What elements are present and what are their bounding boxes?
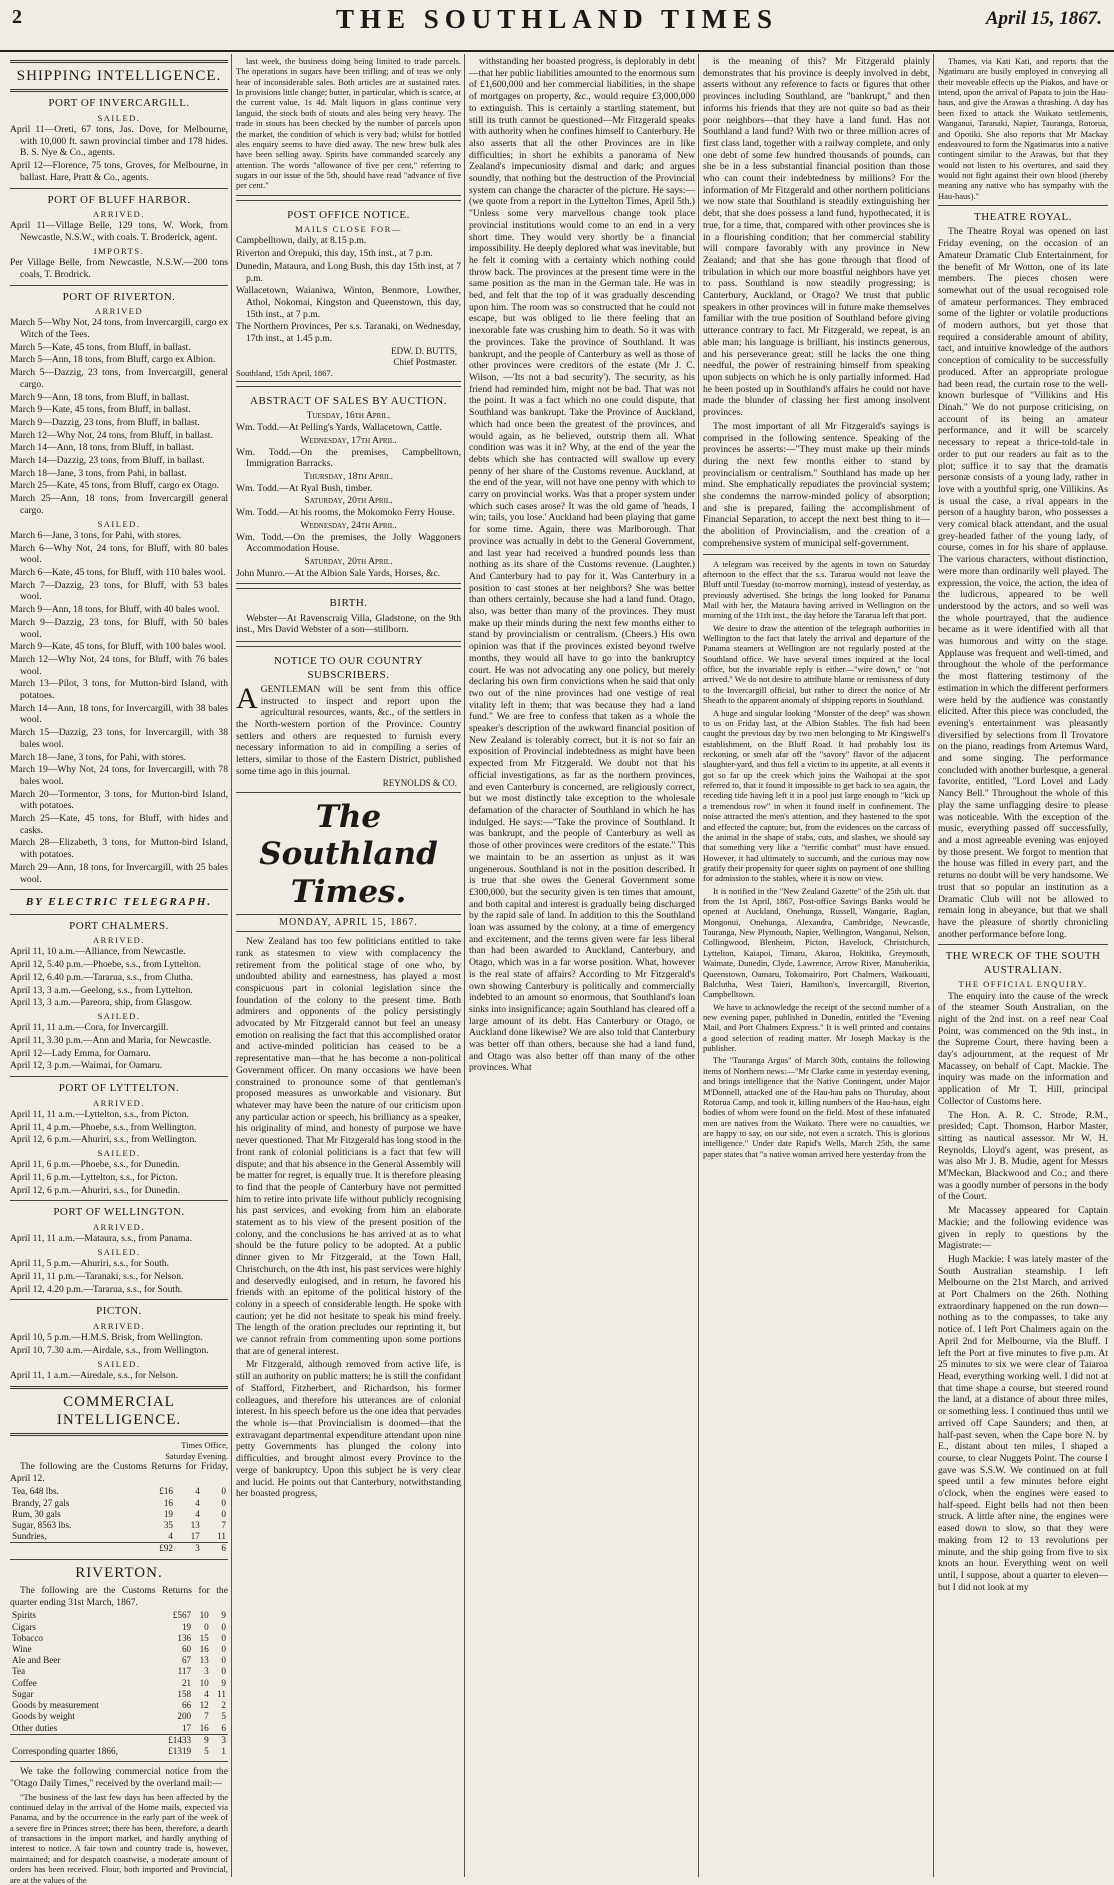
customs-amount: 4 <box>195 1497 200 1508</box>
customs-row <box>10 1509 228 1520</box>
wreck-heading: THE WRECK OF THE SOUTH AUSTRALIAN. <box>945 950 1101 976</box>
shipping-entry: March 18—Jane, 3 tons, from Pahi, in ballast. <box>10 467 187 479</box>
shipping-entry: April 12—Florence, 75 tons, Groves, for Melbourne, in ballast. Hare, Pratt & Co., agents. <box>10 160 228 183</box>
shipping-entry: March 5—Dazzig, 23 tons, from Invercargill, general cargo. <box>10 367 228 390</box>
shipping-entry: March 7—Dazzig, 23 tons, for Bluff, with 53 bales wool. <box>10 579 228 603</box>
postmaster-name: EDW. D. BUTTS, <box>391 345 457 356</box>
customs-amount: 0 <box>221 1632 226 1643</box>
chalmers-arrivals <box>10 946 228 1009</box>
customs-amount: 17 <box>190 1531 200 1542</box>
customs-amount: 0 <box>221 1621 226 1632</box>
divider <box>236 195 461 196</box>
editorial-paragraph: withstanding her boasted progress, is deplorably in debt—that her public liabilities amounted to the enormous sum of £1,600,000 and her commercial liabilities, in the shape of mortgages on property, &c., would require £3,000,000 to extinguish. This is certainly a startling statement, but still its truth cannot be questioned—Mr Fitzgerald speaks with authority when he confines himself to Canterbury. He also asserts that all the other Provinces are in like difficulties; in short he exhibits a panorama of New Zealand's impecuniosity dismal and dark; and argues soundly, that nothing but the destruction of the Provincial system can change the character of the picture. He says:—(we quote from a report in the Lyttelton Times, April 5th.) "Unless some very marvellous change took place provincial institutions would come to an end in a very short time. They would very shortly be a financial impossibility. He deeply deplored what was inevitable, but he felt it coming with a certainty which nothing could throw back. The provinces at the present time were in the same position as the man in the German tale. He was in bed, and felt that the top of it was gradually descending upon him. The room was so constructed that he could not escape, but was obliged to lie there feeling that an inexorable fate was crushing him to death. So it was with the provinces. Take the province of Southland. It was bankrupt, and the people of Canterbury as well as those of other provinces were creditors of the estate (Mr J. C. Wilson, —'Its not a bad security'). The security, as his friend had reminded him, might not be bad. That was not the point. It was a fact which no one could dispute, that Southland was bankrupt. Take the Province of Auckland, which had once been the greatest of the provinces, and would again, as he believed, outstrip them all. What condition was was it in? Why, at the end of the year the debts which she has contracted will swallow up every penny of her share of the Customs revenue. Auckland, at the end of the year, will not have one penny with which to carry on provincial works. Was that a proper system under which such cases arose? It was the old game of 'heads, I win; tails, you lose.' Auckland had been playing that game for some time. Again, there was Marlborough. That province was actually in debt to the General Government, and last year had received a hundred pounds less than nothing as its share of the Customs revenue. (Laughter.) And Canterbury had to pay for it. Was Canterbury in a position to cast stones at her neighbors? She was better than others certainly, because she had a land fund. Otago, also, was better than many of the provinces. They must make up their minds during the next few months either to stand by provincialism or centralism. (Cheers.) His own opinion was that if the provinces existed beyond twelve months, they would all have to go into the bankruptcy court. He was not advocating any one policy, but merely declaring his own firm convictions when he said that only two out of the nine provinces had one vestige of real vitality left in them; that was because they had a land fund." We are free to confess that taken as a whole the speaker's description of the awkward financial position of New Zealand is tolerably correct, but it is not so fair an exposition of Provincial indebtedness as might have been expected from Mr Fitzgerald. We doubt not that his official investigations, as far as the northern provinces, and even Canterbury is concerned, are religiously correct, but we most distinctly take exception to the wholesale defamation of the character of Southland in which he has indulged. He says:—"Take the province of Southland. It was bankrupt, and the people of Canterbury as well as those of other provinces were creditors of the estate." This we maintain to be an assertion as unjust as it was ungenerous. Southland is not in the position described. It is true that she owes the General Government some £300,000, but the security given is ten times that amount, and both capital and interest is gradually being discharged by the rapid sale of land. In addition to this the Southland loan was assumed by the colony, at a time of emergency and excitement, and the terms given were far less liberal than had been awarded to Auckland, Canterbury, and Otago, which was in a far worse position. What, however is the real state of affairs? According to Mr Fitzgerald's own showing Canterbury is politically and commercially indebted to an amount so enormous, that Southland's loan sinks into insignificance; again Southland has cleared off a large amount of its debt. Has Canterbury or Otago, or Auckland done likewise? We are also told that Canterbury was better off than others, because she had a land fund, and Otago was also better off than many of the other provinces. What <box>469 56 695 1074</box>
customs-total: 6 <box>202 1543 228 1555</box>
divider <box>10 914 228 915</box>
birth-notice <box>236 588 461 642</box>
customs-amount: 4 <box>168 1531 174 1542</box>
shipping-entry: April 13, 3 a.m.—Pareora, ship, from Glasgow. <box>10 997 193 1009</box>
mails-close-label: MAILS CLOSE FOR— <box>295 224 402 235</box>
arrived-label: ARRIVED. <box>93 935 145 946</box>
spacer <box>10 1734 157 1746</box>
drop-cap: A <box>236 681 258 715</box>
customs-amount: 158 <box>177 1688 192 1699</box>
shipping-entry: March 20—Tormentor, 3 tons, for Mutton-bird Island, with potatoes. <box>10 788 228 812</box>
divider <box>938 944 1108 945</box>
shipping-entry: Per Village Belle, from Newcastle, N.S.W.—200 tons coals, T. Brodrick. <box>10 257 228 280</box>
notice-date: Southland, 15th April, 1867. <box>236 367 333 378</box>
customs-total-row <box>10 1734 228 1746</box>
shipping-entry: March 5—Why Not, 24 tons, from Invercargill, cargo ex Witch of the Tees. <box>10 317 228 340</box>
corresponding-amount: £1319 <box>168 1746 192 1757</box>
customs-amount: 10 <box>199 1677 209 1688</box>
customs-amount: 66 <box>181 1700 192 1711</box>
shipping-entry: March 28—Elizabeth, 3 tons, for Mutton-bird Island, with potatoes. <box>10 837 228 861</box>
shipping-entry: April 11, 1 a.m.—Airedale, s.s., for Nelson. <box>10 1369 179 1381</box>
column-3 <box>469 56 695 1873</box>
column-4 <box>703 56 930 1873</box>
country-subscribers-notice <box>236 646 461 792</box>
customs-amount: 7 <box>204 1711 209 1722</box>
sailed-label: SAILED. <box>97 518 141 529</box>
lyttelton-arrivals <box>10 1109 228 1146</box>
customs-amount: 136 <box>177 1632 192 1643</box>
shipping-entry: March 6—Why Not, 24 tons, for Bluff, with 80 bales wool. <box>10 542 228 566</box>
arrived-label: ARRIVED. <box>93 1320 145 1331</box>
riverton-customs-intro: The following are the Customs Returns for the quarter ending 31st March, 1867. <box>10 1584 228 1608</box>
picton-arrivals <box>10 1332 228 1356</box>
telegraph-heading: BY ELECTRIC TELEGRAPH. <box>25 896 213 909</box>
shipping-entry: April 12, 5.40 p.m.—Phoebe, s.s., from Lyttelton. <box>10 959 202 971</box>
customs-amount: 67 <box>181 1655 192 1666</box>
wreck-paragraph: The enquiry into the cause of the wreck of the steamer South Australian, on the night of the 2nd inst. on a reef near Coal Point, was commenced on the 9th inst., in the Supreme Court, there having been a day's adjournment, at the request of Mr Macassey, on behalf of Capt. Mackie. The inquiry was made on the information and application of Mr T. Hill, principal Collector of Customs here. <box>938 990 1108 1107</box>
customs-row <box>10 1531 228 1543</box>
commercial-heading: COMMERCIAL INTELLIGENCE. <box>56 1393 182 1428</box>
customs-amount: 0 <box>221 1497 226 1508</box>
shipping-entry: April 11, 4 p.m.—Phoebe, s.s., from Wellington. <box>10 1121 197 1133</box>
column-rule <box>231 54 232 1877</box>
customs-item: Sundries, <box>12 1531 47 1542</box>
customs-amount: 117 <box>177 1666 192 1677</box>
customs-amount: 16 <box>163 1497 174 1508</box>
sailed-label: SAILED. <box>97 1148 141 1159</box>
sailed-label: SAILED. <box>97 1010 141 1021</box>
divider <box>10 889 228 890</box>
mail-schedule-line: Dunedin, Mataura, and Long Bush, this day 15th inst, at 7 p.m. <box>236 260 461 284</box>
customs-row <box>10 1520 228 1531</box>
divider <box>10 1386 228 1389</box>
customs-amount: 12 <box>199 1700 209 1711</box>
customs-amount: 15 <box>199 1632 209 1643</box>
corresponding-amount: 1 <box>221 1746 226 1757</box>
column-1 <box>10 56 228 1885</box>
shipping-entry: March 14—Ann, 18 tons, for Invercargill, with 38 bales wool. <box>10 702 228 726</box>
customs-item: Rum, 30 gals <box>12 1508 61 1519</box>
postmaster-title: Chief Postmaster. <box>393 356 457 367</box>
auction-abstract <box>236 386 461 584</box>
auction-entry: Wm. Todd.—On the premises, Campbelltown, Immigration Barracks. <box>236 446 461 470</box>
customs-amount: 35 <box>163 1520 174 1531</box>
wreck-subheading: THE OFFICIAL ENQUIRY. <box>958 979 1088 990</box>
shipping-entry: March 25—Ann, 18 tons, from Invercargill general cargo. <box>10 493 228 516</box>
port-picton-heading: PICTON. <box>96 1305 142 1318</box>
shipping-entry: April 10, 7.30 a.m.—Airdale, s.s., from Wellington. <box>10 1344 209 1356</box>
corresponding-amount: 5 <box>204 1746 209 1757</box>
shipping-entry: April 11, 11 a.m.—Cora, for Invercargill. <box>10 1022 169 1034</box>
editorial-paragraph: New Zealand has too few politicians entitled to take rank as statesmen to view with complacency the retirement from the political stage of one who, by undoubted ability and earnestness, has played a most conspicuous part in colonial legislation since the foundation of the colony to the present time. Both admirers and opponents of the policy persistingly advocated by Mr Fitzgerald cannot but feel an uneasy emotion on realising the fact that this accomplished orator and active-minded politician has ceased to be a representative man—that he has become a non-political Government officer. On many occasions we have been constrained to pronounce some of that gentleman's proposed measures as unworkable and visionary. But whatever may have been the nature of our criticism upon any particular action or speech, his brilliancy as a speaker, his originality of mind, and honesty of purpose we have never questioned. That Mr Fitzgerald has long stood in the front rank of colonial politicians is a fact that few will dispute; and that his absence in the General Assembly will be matter for regret, is equally true. It is therefore pleasing to find that the people of Canterbury have not permitted him to retire into private life without publicly recognising his past services, and evoking from him an elaborate statement as to his view of the present position of the colony, and the conclusions he has arrived at as to what should be the future policy to be adopted. At a public dinner given to Mr Fitzgerald, at the Town Hall, Christchurch, on the 4th inst, his past services were highly and deservedly eulogised, and in return, he favored his friends with an epitome of the political history of the colony in a speech of considerable length. He spoke with caution; yet he did not hesitate to speak his mind freely. The length of the oration precludes our reprinting it, but we cannot refrain from commenting upon some portions that are of general interest. <box>236 936 461 1357</box>
customs-item: Tea <box>12 1666 26 1677</box>
corresponding-label: Corresponding quarter 1866, <box>12 1746 118 1757</box>
riverton-departures <box>10 530 228 885</box>
country-notice-text: GENTLEMAN will be sent from this office instructed to inspect and report upon the agricultural resources, wants, &c., of the settlers in the North-western portion of the Province. Country settlers and others are requested to furnish every necessary information to aid in compiling a series of letters, similar to those of the Eastern District, published some time ago in this journal. <box>236 683 461 777</box>
mail-schedule-line: Campbelltown, daily, at 8.15 p.m. <box>236 235 367 247</box>
customs-item: Sugar <box>12 1688 34 1699</box>
shipping-entry: March 25—Kate, 45 tons, from Bluff, cargo ex Otago. <box>10 480 220 492</box>
shipping-entry: April 11, 6 p.m.—Lyttelton, s.s., for Picton. <box>10 1172 178 1184</box>
customs-item: Cigars <box>12 1621 36 1632</box>
port-riverton-heading: PORT OF RIVERTON. <box>62 290 176 303</box>
imports-label: IMPORTS. <box>93 245 145 256</box>
customs-item: Wine <box>12 1644 32 1655</box>
riverton-arrivals <box>10 317 228 516</box>
shipping-entry: April 11, 11 a.m.—Mataura, s.s., from Panama. <box>10 1233 193 1245</box>
customs-item: Goods by measurement <box>12 1700 99 1711</box>
customs-row <box>10 1610 228 1621</box>
customs-amount: 7 <box>221 1520 226 1531</box>
customs-amount: 0 <box>221 1508 226 1519</box>
arrived-label: ARRIVED. <box>93 1221 145 1232</box>
auction-day: Saturday, 20th April. <box>304 555 393 567</box>
customs-amount: 19 <box>163 1508 174 1519</box>
customs-total: 3 <box>175 1543 202 1555</box>
sailed-label: SAILED. <box>97 1358 141 1369</box>
customs-row <box>10 1486 228 1497</box>
editorial-paragraph: Mr Fitzgerald, although removed from active life, is still an authority on public matters; he is still the confidant of Stafford, Fitzherbert, and Richardson, his former colleagues, and therefore his utterances are of colonial interest. In his speech before us the one idea that pervades the whole is—that Provincialism is doomed—that the extravagant departmental expenditure attendant upon nine petty Governments has plunged the colony into difficulties, and brought almost every Province to the verge of bankruptcy. Upon this subject he is very clear and lucid. He points out that Canterbury, notwithstanding her boasted progress, <box>236 1359 461 1500</box>
mail-schedule-line: Wallacetown, Waianiwa, Winton, Benmore, Lowther, Athol, Nokomai, Kingston and Queenstown, this day, 15th inst., at 7 p.m. <box>236 285 461 320</box>
customs-row <box>10 1711 228 1722</box>
wreck-paragraph: Mr Macassey appeared for Captain Mackie; and the following evidence was given in reply to questions by the Magistrate:— <box>938 1205 1108 1252</box>
mail-schedule-line: Riverton and Orepuki, this day, 15th inst., at 7 p.m. <box>236 248 433 260</box>
divider <box>10 60 228 63</box>
divider <box>10 1559 228 1560</box>
customs-item: Tobacco <box>12 1632 43 1643</box>
divider <box>10 285 228 286</box>
shipping-entry: March 6—Kate, 45 tons, for Bluff, with 110 bales wool. <box>10 567 226 578</box>
theatre-review: The Theatre Royal was opened on last Friday evening, on the occasion of an Amateur Dramatic Club Entertainment, for the benefit of Mr Wotton, one of its late members. The pieces chosen were somewhat out of the usual recognised role of amateur performances. They embraced some of the lighter or volatile productions of modern authors, but yet those that required a considerable amount of ability, tact, and intuitive knowledge of the authors conception of comicality to be successfully produced. After an appropriate prologue had been read, the curtain rose to the well-known burlesque of "Villikins and His Dinah." We do not purpose criticising, on account of its being an amateur performance, and it will be scarcely necessary to repeat a thrice-told-tale in order to put our readers au fait as to the plot; suffice it to say that the dramatis personæ consists of a young lady, rather in love with a youthful sprig, one Villikins. As is usual the case, a rival appears in the person of a haughty baron, who possesses a very comical black attendant, and the usual grey-headed father of the young lady, of course, comes in for his share of applause. The various characters, without distinction, were more than ordinarily well played. The expression, the voice, the action, the idea of the ludicrous, appeared to be well understood by the actors, and so well was the whole pourtrayed, that the audience became as it were identified with all that was humorous and witty on the stage. Applause was frequent and well-timed, and throughout the whole of the performance the most flattering testimony of the estimation in which the different performers were held by the audience was constantly elicited. After this piece was concluded, the evening's entertainment was pleasantly diversified by selections from Il Trovatore on the piano, readings from Artemus Ward, and some singing. The performance concluded with another burlesque, a general favorite, entitled, "Lord Lovel and Lady Nancy Bell." Throughout the whole of this play the same unflagging desire to please was noticeable. With the exception of the music, everything passed off successfully, and a most agreeable evening was enjoyed by those present. We forgot to mention that the house was filled in every part, and the returns no doubt will be very handsome. We trust that so popular an institution as a Dramatic Club will not be allowed to remain long in abeyance, but that we shall have the pleasure of shortly chronicling another performance before long. <box>938 226 1108 940</box>
customs-amount: 4 <box>195 1508 200 1519</box>
shipping-entry: April 11—Village Belle, 129 tons, W. Work, from Newcastle, N.S.W., with coals. T. Broderick, agent. <box>10 220 228 244</box>
dateline: MONDAY, APRIL 15, 1867. <box>236 914 461 932</box>
auction-day: Tuesday, 16th April. <box>306 410 391 422</box>
customs-amount: 9 <box>221 1677 226 1688</box>
shipping-entry: March 14—Ann, 18 tons, from Bluff, in ballast. <box>10 442 194 454</box>
auction-entry: Wm. Todd.—At Ryal Bush, timber. <box>236 482 373 494</box>
customs-row <box>10 1689 228 1700</box>
wellington-arrivals <box>10 1233 228 1245</box>
customs-amount: 4 <box>195 1486 200 1497</box>
customs-amount: 0 <box>204 1621 209 1632</box>
shipping-entry: March 9—Dazzig, 23 tons, for Bluff, with 50 bales wool. <box>10 616 228 640</box>
customs-intro: The following are the Customs Returns for Friday, April 12. <box>10 1460 228 1484</box>
masthead: The Southland Times. <box>259 798 438 911</box>
riverton-customs-heading: RIVERTON. <box>75 1564 163 1581</box>
news-continued: Thames, via Kati Kati, and reports that the Ngatimaru are busily employed in conveying all their moveable effects up the Piakos, and have or intend, upon the arrival of Papata to join the Hau-haus, and give the Arawas a thrashing. A day has been fixed to attack the Waikato settlements, Wanganui, Taranaki, Napier, Tauranga, Rotorua, and Opotiki. She also reports that Mr Mackay endeavoured to form the Ngatimarus into a native contingent similar to the Arawas, but that they would not listen to his overtures, and said they would not fight against their own blood (thereby meaning any native who has sympathy with the Hau-haus)." <box>938 56 1108 201</box>
customs-amount: 10 <box>199 1610 209 1621</box>
news-paragraph: A telegram was received by the agents in town on Saturday afternoon to the effect that the s.s. Tararua would not leave the Bluff until Tuesday (to-morrow morning), instead of yesterday, as previously advertised. She brings the long looked for Panama Mail with her, the Mataura having arrived in Wellington on the morning of the 11th inst., the day before the Tararua left that port. <box>703 558 930 621</box>
shipping-entry: March 13—Pilot, 3 tons, for Mutton-bird Island, with potatoes. <box>10 678 228 702</box>
shipping-entry: March 12—Why Not, 24 tons, for Bluff, with 76 bales wool. <box>10 653 228 677</box>
auction-day: Wednesday, 24th April. <box>300 519 397 531</box>
theatre-heading: THEATRE ROYAL. <box>973 211 1073 224</box>
customs-row <box>10 1633 228 1644</box>
riverton-customs-table <box>10 1610 228 1757</box>
column-rule <box>933 54 934 1877</box>
arrived-label: ARRIVED. <box>93 1097 145 1108</box>
page-header <box>0 0 1114 52</box>
customs-item: Coffee <box>12 1677 37 1688</box>
customs-amount: 0 <box>221 1644 226 1655</box>
divider <box>10 1299 228 1300</box>
customs-amount: 11 <box>217 1688 226 1699</box>
customs-amount: 16 <box>199 1722 209 1733</box>
shipping-entry: April 12—Lady Emma, for Oamaru. <box>10 1047 151 1059</box>
arrived-label: ARRIVED <box>94 305 144 316</box>
customs-row <box>10 1666 228 1677</box>
customs-amount: 13 <box>190 1520 200 1531</box>
sailed-label: SAILED. <box>97 112 141 123</box>
customs-row <box>10 1622 228 1633</box>
arrived-label: ARRIVED. <box>93 208 145 219</box>
auction-heading: ABSTRACT OF SALES BY AUCTION. <box>250 395 447 408</box>
shipping-entry: April 13, 3 a.m.—Geelong, s.s., from Lyttelton. <box>10 984 193 996</box>
customs-table <box>10 1486 228 1554</box>
office-line: Times Office, <box>181 1440 228 1451</box>
office-line: Saturday Evening. <box>165 1450 228 1461</box>
post-office-heading: POST OFFICE NOTICE. <box>287 208 410 221</box>
auction-entry: Wm. Todd.—On the premises, the Jolly Waggoners Accommodation House. <box>236 531 461 555</box>
customs-amount: 9 <box>221 1610 226 1621</box>
spacer <box>10 1543 139 1555</box>
commercial-summary: "The business of the last few days has been affected by the continued delay in the arrival of the Home mails, expected via Panama, and by the occurrence in the early part of the week of a severe fire in Princes street; there has been, therefore, a dearth of transactions in the import market, and hardly anything of interest to notice. A fair town and country trade is, however, maintained; and for despatch coastwise, a moderate amount of orders has been received. Flour, both imported and Provincial, are at the values of the <box>10 1791 228 1885</box>
shipping-entry: March 5—Ann, 18 tons, from Bluff, cargo ex Albion. <box>10 354 216 366</box>
port-invercargill-heading: PORT OF INVERCARGILL. <box>48 97 190 110</box>
customs-item: Spirits <box>12 1610 36 1621</box>
chalmers-departures <box>10 1022 228 1072</box>
auction-day: Wednesday, 17th April. <box>300 434 397 446</box>
shipping-entry: April 12, 6 p.m.—Ahuriri, s.s., from Wellington. <box>10 1134 197 1146</box>
shipping-entry: April 11—Oreti, 67 tons, Jas. Dove, for Melbourne, with 10,000 ft. sawn provincial timber and 178 hides. B. S. Nye & Co., agents. <box>10 124 228 159</box>
commercial-continued: last week, the business doing being limited to trade parcels. The operations in sugars have been trifling; and of teas we only hear of inconsiderable sales. Both articles are at sustained rates. In provisions little change; butter, in particular, which is scarce, at the current value, 1s 4d. Malt liquors in glass continue very languid, the stock both of stouts and ales being very heavy. The trade in stouts has been checked by the number of parcels upon the market, the condition of which is very bad; whilst for bottled ales enquiry seems to have died away. The new brew bulk ales have been selling away. Spirits have commanded scarcely any attention. The words "allowance of five per cent," referring to sugars in our issue of the 5th, should have read "advance of five per cent." <box>236 56 461 191</box>
customs-row <box>10 1678 228 1689</box>
page-number: 2 <box>12 6 22 28</box>
shipping-entry: April 11, 5 p.m.—Ahuriri, s.s., for South. <box>10 1258 170 1270</box>
shipping-entry: March 9—Kate, 45 tons, from Bluff, in ballast. <box>10 404 191 416</box>
port-wellington-heading: PORT OF WELLINGTON. <box>53 1206 185 1219</box>
column-5 <box>938 56 1108 1873</box>
column-rule <box>464 54 465 1877</box>
customs-amount: 17 <box>181 1722 192 1733</box>
wreck-report <box>938 991 1108 1594</box>
shipping-entry: March 9—Ann, 18 tons, from Bluff, in ballast. <box>10 391 190 403</box>
auction-entry: Wm. Todd.—At his rooms, the Mokomoko Ferry House. <box>236 507 455 519</box>
divider <box>938 205 1108 206</box>
shipping-entry: April 12, 6.40 p.m.—Tararua, s.s., from Clutha. <box>10 971 193 983</box>
auction-day: Thursday, 18th April. <box>303 470 394 482</box>
customs-total: £92 <box>139 1543 175 1555</box>
shipping-entry: March 9—Kate, 45 tons, for Bluff, with 100 bales wool. <box>10 641 226 653</box>
customs-amount: £567 <box>172 1610 192 1621</box>
shipping-heading: SHIPPING INTELLIGENCE. <box>16 68 222 84</box>
shipping-entry: March 12—Why Not, 24 tons, from Bluff, in ballast. <box>10 429 213 441</box>
news-paragraph: It is notified in the "New Zealand Gazette" of the 25th ult. that from the 1st April, 1867, Post-office Savings Banks would be opened at Auckland, Onehunga, Russell, Wangarie, Raglan, Mongonui, Onehunga, Alexandra, Cambridge, Newcastle, Tauranga, New Plymouth, Napier, Wellington, Wanganui, Nelson, Collingwood, Blenheim, Picton, Havelock, Christchurch, Lyttelton, Kaiapoi, Timaru, Akaroa, Hokitika, Greymouth, Waimate, Dunedin, Clyde, Lawrence, Arrow River, Manuherikia, Queenstown, Oamaru, Tokomairiro, Port Chalmers, Waikouaiti, Balclutha, West Taieri, Hamilton's, Invercargill, Riverton, Campbelltown. <box>703 885 930 1000</box>
customs-amount: 3 <box>204 1666 209 1677</box>
sailed-label: SAILED. <box>97 1246 141 1257</box>
local-news <box>703 559 930 1159</box>
post-office-notice <box>236 200 461 382</box>
customs-total: 9 <box>193 1734 211 1746</box>
shipping-entry: April 11, 10 a.m.—Alliance, from Newcastle. <box>10 946 186 958</box>
customs-amount: 21 <box>181 1677 192 1688</box>
mail-schedule <box>236 235 461 344</box>
shipping-entry: April 11, 11 p.m.—Taranaki, s.s., for Nelson. <box>10 1271 184 1283</box>
customs-amount: 0 <box>221 1655 226 1666</box>
divider <box>10 1433 228 1436</box>
shipping-entry: April 11, 6 p.m.—Phoebe, s.s., for Dunedin. <box>10 1159 180 1171</box>
customs-row <box>10 1723 228 1735</box>
shipping-entry: March 18—Jane, 3 tons, for Pahi, with stores. <box>10 751 187 763</box>
customs-amount: 60 <box>181 1644 192 1655</box>
news-paragraph: A huge and singular looking "Monster of the deep" was shown to us on Friday last, at the Albion Stables. The fish had been caught the previous day by two men belonging to Mr Kingswell's establishment, on the Bluff Road. It had probably lost its reckoning, or smelt afar off the "savory" flavor of the adjacent slaughter-yard, and thus fell a victim to its appetite, at all events it got so far up the creek which joins the Waihopai at the spot referred to, that it found it impossible to get back to sea again, the receding tide having left it in a pool just large enough to "kick up a tremendous row" in when it found itself in confinement. The noise attracted the men's attention, and they hastened to the spot and effected the capture; but, from the evidences on the carcass of the animal in the shape of stabs, cuts, and slashes, we should say that something very like a "terrific combat" must have ensued. However, it had ultimately to succumb, and the curious may now gratify their propensity for queer sights on payment of one shilling for admission to the stables, where it is now on view. <box>703 707 930 884</box>
customs-amount: 19 <box>181 1621 192 1632</box>
customs-amount: 5 <box>221 1711 226 1722</box>
shipping-entry: March 29—Ann, 18 tons, for Invercargill, with 25 bales wool. <box>10 861 228 885</box>
picton-departures <box>10 1370 228 1382</box>
shipping-entry: April 12, 4.20 p.m.—Tararua, s.s., for South. <box>10 1283 183 1295</box>
auction-entry: Wm. Todd.—At Pelling's Yards, Wallacetown, Cattle. <box>236 422 442 434</box>
column-2 <box>236 56 461 1873</box>
divider <box>10 188 228 189</box>
customs-item: Brandy, 27 gals <box>12 1497 70 1508</box>
column-rule <box>698 54 699 1877</box>
customs-amount: 6 <box>221 1722 226 1733</box>
shipping-entry: March 9—Dazzig, 23 tons, from Bluff, in ballast. <box>10 416 200 428</box>
divider <box>10 1076 228 1077</box>
editorial-paragraph: The most important of all Mr Fitzgerald's sayings is comprised in the following sentence. Speaking of the provinces he asserts:—"They must make up their minds during the next few months either to stand by provincialism or centralism." Southland has made up her mind. She emphatically repudiates the provincial system; she condemns the narrow-minded policy of absorption; and she is prepared, failing the accomplishment of Financial Separation, to accept the next best thing to it—the abolition of Provincialism, and the creation of a comprehensive system of municipal self-government. <box>703 420 930 549</box>
port-lyttelton-heading: PORT OF LYTTELTON. <box>58 1082 180 1095</box>
mail-schedule-line: The Northern Provinces, Per s.s. Taranaki, on Wednesday, 17th inst., at 1.45 p.m. <box>236 321 461 345</box>
shipping-entry: March 19—Why Not, 24 tons, for Invercargill, with 78 bales wool. <box>10 764 228 787</box>
auction-list <box>236 410 461 579</box>
country-notice-heading: NOTICE TO OUR COUNTRY SUBSCRIBERS. <box>273 655 424 681</box>
auction-entry: John Munro.—At the Albion Sale Yards, Horses, &c. <box>236 567 441 579</box>
shipping-entry: March 6—Jane, 3 tons, for Pahi, with stores. <box>10 529 182 541</box>
customs-item: Tea, 648 lbs. <box>12 1486 59 1497</box>
customs-amount: £16 <box>159 1486 174 1497</box>
commercial-summary-intro: We take the following commercial notice from the "Otago Daily Times," received by the overland mail:— <box>10 1766 228 1789</box>
customs-item: Other duties <box>12 1722 58 1733</box>
wellington-departures <box>10 1258 228 1295</box>
customs-amount: 13 <box>199 1655 209 1666</box>
customs-amount: 0 <box>221 1666 226 1677</box>
port-chalmers-heading: PORT CHALMERS. <box>69 919 169 932</box>
customs-amount: 11 <box>217 1531 226 1542</box>
port-bluff-heading: PORT OF BLUFF HARBOR. <box>47 193 191 206</box>
news-paragraph: We have to acknowledge the receipt of the second number of a new evening paper, published in Dunedin, entitled the "Evening Mail, and Port Chalmers Express." It is well printed and contains a good selection of reading matter. Mr Joseph Mackay is the publisher. <box>703 1001 930 1054</box>
customs-amount: 0 <box>221 1486 226 1497</box>
customs-amount: 4 <box>204 1688 209 1699</box>
shipping-entry: April 12, 3 p.m.—Waimai, for Oamaru. <box>10 1060 163 1072</box>
issue-date: April 15, 1867. <box>985 8 1102 29</box>
divider <box>10 1761 228 1762</box>
shipping-entry: April 11, 11 a.m.—Lyttelton, s.s., from Picton. <box>10 1108 189 1120</box>
customs-row <box>10 1644 228 1655</box>
customs-amount: 200 <box>177 1711 192 1722</box>
wreck-paragraph: The Hon. A. R. C. Strode, R.M., presided; Capt. Thomson, Harbor Master, sitting as nautical assessor. Mr W. H. Reynolds, Lloyd's agent, was present, as was also Mr J. B. Mudie, agent for Messrs M'Meckan, Blackwood and Co.; and there was a goodly number of persons in the body of the Court. <box>938 1109 1108 1203</box>
customs-total: 3 <box>211 1734 228 1746</box>
editorial-paragraph: is the meaning of this? Mr Fitzgerald plainly demonstrates that his province is deeply involved in debt, asserts without any reference to facts or figures that other provinces including Southland, are "bankrupt," and then informs his friends that they are not quite so bad as their poor neighbors—that they have a land fund. Has not Southland a land fund? With two or three million acres of first class land, together with a railway complete, and only one debt of some few hundred thousands of pounds, can she be in a less substantial financial position than those who can count their indebtedness by millions? For the information of Mr Fitzgerald and other northern politicians we now state that Southland is steadily extinguishing her debt, that she does possess a land fund, hypothecated, it is true, for a time, that, compared with other provinces she is in a flourishing condition; that her commercial stability will compare favorably with any province in New Zealand; and that she has gone through that flood of tribulation in which our more boastful neighbors have yet to pass. Southland is now steadily progressing; is Canterbury, Auckland, or Otago? We trust that public speakers in other provinces will in future make themselves familiar with the true position of Southland before giving utterance contrary to fact. Mr Fitzgerald, we repeat, is an able man; his language is brilliant, his instincts generous, and his perseverance great; still he lacks the one thing needful, the power of restraining himself from speaking upon subjects on which he is only partially informed. Had he been posted up in Southland's affairs he could not have made the blunder of classing her first among insolvent provinces. <box>703 56 930 419</box>
birth-text: Webster—At Ravenscraig Villa, Gladstone, on the 9th inst., Mrs David Webster of a son—stillborn. <box>236 612 461 636</box>
customs-item: Sugar, 8563 lbs. <box>12 1520 72 1531</box>
corresponding-quarter-row <box>10 1746 228 1757</box>
news-paragraph: We desire to draw the attention of the telegraph authorities in Wellington to the fact that lately the arrival and departure of the Panama steamers at Wellington are not regularly posted at the Southland office. We have several times inquired at the local office, but the invariable reply is either—"wire down," or "not arrived." We do not desire to attribute blame or remissness of duty to the Invercargill official, but rather to direct the notice of Mr Sheath to the apparent anomaly of shipping reports in Southland. <box>703 622 930 706</box>
customs-item: Ale and Beer <box>12 1655 61 1666</box>
customs-row <box>10 1655 228 1666</box>
divider <box>10 1200 228 1201</box>
news-paragraph: The "Tauranga Argus" of March 30th, contains the following items of Northern news:—"Mr Clarke came in yesterday evening, and brings intelligence that the Native Contingent, under Major M'Donnell, attacked one of the Hau-hau pahs on Thursday, about Rotorua Camp, and took it, killing numbers of the Hau-haus, eight bodies of whom were found on the field. Most of these infatuated men are natives from the Waikato. There were no casualties, we are happy to say, on our side, not even a scratch. This is glorious intelligence." Under date Rapid's Wells, March 25th, the same paper states that "a native woman arrived here yesterday from the <box>703 1055 930 1159</box>
shipping-entry: April 11, 3.30 p.m.—Ann and Maria, for Newcastle. <box>10 1035 212 1047</box>
shipping-entry: March 15—Dazzig, 23 tons, for Invercargill, with 38 bales wool. <box>10 727 228 750</box>
customs-item: Goods by weight <box>12 1711 75 1722</box>
divider <box>10 89 228 92</box>
newspaper-title: THE SOUTHLAND TIMES <box>335 4 779 34</box>
shipping-entry: March 14—Dazzig, 23 tons, from Bluff, in ballast. <box>10 455 205 467</box>
shipping-entry: March 5—Kate, 45 tons, from Bluff, in ballast. <box>10 341 191 353</box>
lyttelton-departures <box>10 1159 228 1196</box>
auction-day: Saturday, 20th April. <box>304 495 393 507</box>
customs-row <box>10 1498 228 1509</box>
customs-total: £1433 <box>157 1734 193 1746</box>
shipping-entry: March 25—Kate, 45 tons, for Bluff, with hides and casks. <box>10 813 228 836</box>
shipping-entry: April 10, 5 p.m.—H.M.S. Brisk, from Wellington. <box>10 1332 203 1344</box>
wreck-paragraph: Hugh Mackie: I was lately master of the South Australian steamship. I left Melbourne on the 21st March, and arrived at Port Chalmers on the 26th. Nothing extraordinary happened on the run down—nothing as to the compasses, to take any notice of. I left Port Chalmers again on the April 2nd for Melbourne, via the Bluff. I left the Port at five minutes to five p.m. At 25 minutes to six we were clear of Taiaroa Head, everything working well. I did not at that time shape a course, but steered round the land, at a distance of about three miles, or something less. I continued thus until we arrived off Cape Saunders; and then, at half-past seven, when the Cape bore N. by E., distant about ten miles, I shaped a course, to clear Nuggets Point. The course I gave was S.S.W. We continued on at full speed until a few minutes before eight o'clock, when the engines were eased to half-speed. Eight bells had not then been struck. A little after nine, the engines were eased down to slow, so that they were making from 12 to 13 revolutions per minute, and the ship going from five to six knots an hour. Everything went on well until, I suppose, about a quarter to eleven—but I did not look at my <box>938 1253 1108 1593</box>
divider <box>703 554 930 555</box>
customs-total-row <box>10 1543 228 1555</box>
customs-amount: 16 <box>199 1644 209 1655</box>
customs-amount: 2 <box>221 1700 226 1711</box>
shipping-entry: April 12, 6 p.m.—Ahuriri, s.s., for Dunedin. <box>10 1184 181 1196</box>
customs-row <box>10 1700 228 1711</box>
shipping-entry: March 9—Ann, 18 tons, for Bluff, with 40 bales wool. <box>10 604 220 616</box>
notice-signer: REYNOLDS & CO. <box>382 777 457 788</box>
birth-heading: BIRTH. <box>329 597 368 610</box>
